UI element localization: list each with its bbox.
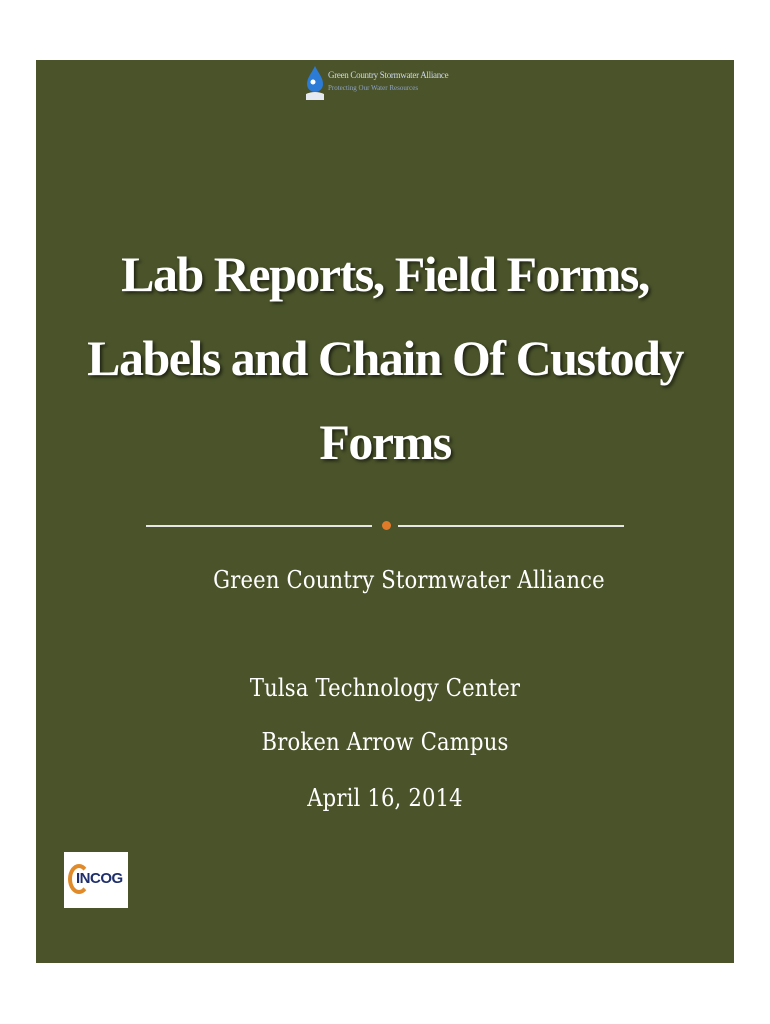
slide [36,60,734,963]
slide-title [36,232,734,484]
title-line: Labels and Chain Of Custody [87,330,683,386]
divider-line-right [398,525,624,527]
incog-logo-text: INCOG [76,870,123,887]
logo-title: Green Country Stormwater Alliance [328,70,449,80]
title-line: Forms [319,414,451,470]
gcsa-logo [304,64,449,102]
divider-line-left [146,525,372,527]
water-drop-logo-icon [304,64,326,102]
divider-dot [382,521,391,530]
title-line: Lab Reports, Field Forms, [121,246,649,302]
campus-name: Broken Arrow Campus [261,728,509,756]
logo-tagline: Protecting Our Water Resources [328,84,419,92]
presentation-date: April 16, 2014 [307,784,463,812]
organization-name: Green Country Stormwater Alliance [213,566,605,594]
venue-name: Tulsa Technology Center [249,674,521,702]
incog-logo-icon [64,852,128,908]
title-divider [146,520,624,532]
